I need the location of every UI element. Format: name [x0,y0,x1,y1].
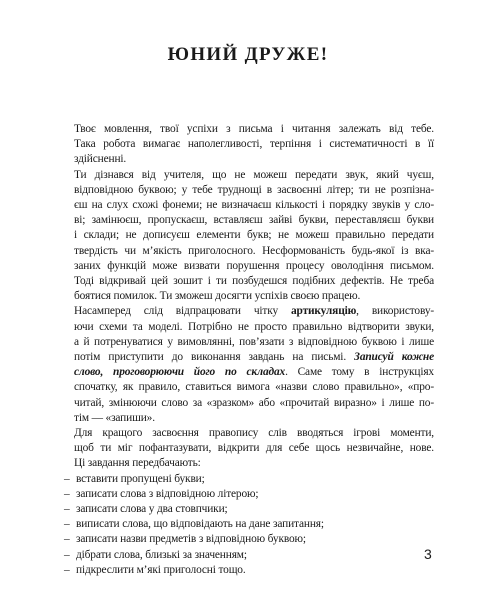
text-run: і склади; не дописуєш елементи букв; не можеш правильно передати [74,229,434,242]
text-line [58,183,434,198]
text-run: відповідною буквою; у тебе труднощі в засвоєнні літер; ти не розпізна- [74,183,434,196]
list-item-text: виписати слова, що відповідають на дане запитання; [76,518,324,531]
text-line [58,456,434,471]
text-run: Тоді відкривай цей зошит і ти позбудешся подібних дефектів. Не треба [74,275,434,288]
text-run: боятися помилок. Ти зможеш досягти успіхів своєю працею. [74,290,361,303]
list-bullet: – [64,518,70,531]
text-run: Твоє мовлення, твої успіхи з письма і читання залежать від тебе. [74,123,434,135]
text-run: потім приступити до виконання завдань на письмі. [74,351,355,364]
text-run: ві; замінюєш, пропускаєш, вставляєш зайві букви, переставляєш букви [74,214,434,227]
list-bullet: – [64,503,70,516]
list-item-text: вставити пропущені букви; [76,472,205,485]
text-run: Така робота вимагає наполегливості, терпіння і систематичності в її [74,138,434,151]
text-line [58,137,434,152]
list-item [58,502,434,517]
text-run: твердість чи м’якість приголосного. Несформованість будь-якої із вка- [74,244,434,257]
paragraph [58,168,434,305]
paragraph [58,426,434,472]
text-line [58,228,434,243]
text-line [58,441,434,456]
text-line [58,244,434,259]
text-line [58,198,434,213]
paragraph [58,122,434,168]
text-line [58,259,434,274]
text-run: заних функцій може визвати порушення процесу оволодіння письмом. [74,259,434,272]
text-run: єш на слух схожі фонеми; не визначаєш кількості і порядку звуків у сло- [74,199,434,212]
page-title: ЮНИЙ ДРУЖЕ! [167,44,329,65]
emphasis-text: артикуляцію [290,305,357,318]
list-item [58,532,434,547]
text-line [58,320,434,335]
text-run: , використову- [356,305,435,318]
text-run: здійсненні. [74,153,127,166]
list-item-text: записати слова у два стовпчики; [76,503,228,516]
text-line [58,380,434,395]
body-text [58,122,434,578]
list-item-text: записати назви предметів з відповідною буквою; [76,533,306,546]
task-list [58,472,434,578]
text-run: спочатку, як правило, ставиться вимога «назви слово правильно», «про- [74,381,434,394]
text-run: . Саме тому в інструкціях [285,366,434,379]
text-line [58,274,434,289]
list-item-text: підкреслити м’які приголосні тощо. [76,563,246,576]
list-item [58,517,434,532]
text-line [58,152,434,167]
text-run: а й потренуватися у вимовлянні, пов’язати з відповідною буквою і лише [74,335,434,348]
text-line [58,213,434,228]
list-bullet: – [64,533,70,546]
list-item [58,548,434,563]
text-run: Ці завдання передбачають: [74,457,201,470]
emphasis-text: слово, проговорюючи його по складах [74,366,286,379]
list-bullet: – [64,563,70,576]
paragraph [58,304,434,426]
page-number: 3 [424,546,432,562]
text-run: Ти дізнався від учителя, що не можеш передати звук, який чуєш, [74,168,434,181]
text-line [58,289,434,304]
text-run: Для кращого засвоєння правопису слів вводяться ігрові моменти, [74,427,434,440]
list-item [58,472,434,487]
text-line [58,365,434,380]
text-line [58,426,434,441]
text-line [58,350,434,365]
list-item-text: дібрати слова, близькі за значенням; [76,548,247,561]
list-bullet: – [64,472,70,485]
text-run: щоб ти міг пофантазувати, відкрити для себе щось незвичайне, нове. [74,442,434,455]
list-item [58,487,434,502]
text-line [58,411,434,426]
list-item [58,563,434,578]
list-bullet: – [64,548,70,561]
text-line [58,122,434,137]
text-run: ючи схеми та моделі. Потрібно не просто правильно відтворити звуки, [74,320,434,333]
text-run: Насамперед слід відпрацювати чітку [74,305,291,318]
paragraphs [58,122,434,472]
text-line [58,335,434,350]
text-line [58,304,434,319]
text-line [58,168,434,183]
list-bullet: – [64,487,70,500]
text-line [58,396,434,411]
list-item-text: записати слова з відповідною літерою; [76,487,259,500]
emphasis-text: Записуй кожне [354,351,435,364]
text-run: тім — «запиши». [74,411,155,424]
text-run: читай, змінюючи слово за «зразком» або «прочитай виразно» і лише по- [74,396,434,409]
